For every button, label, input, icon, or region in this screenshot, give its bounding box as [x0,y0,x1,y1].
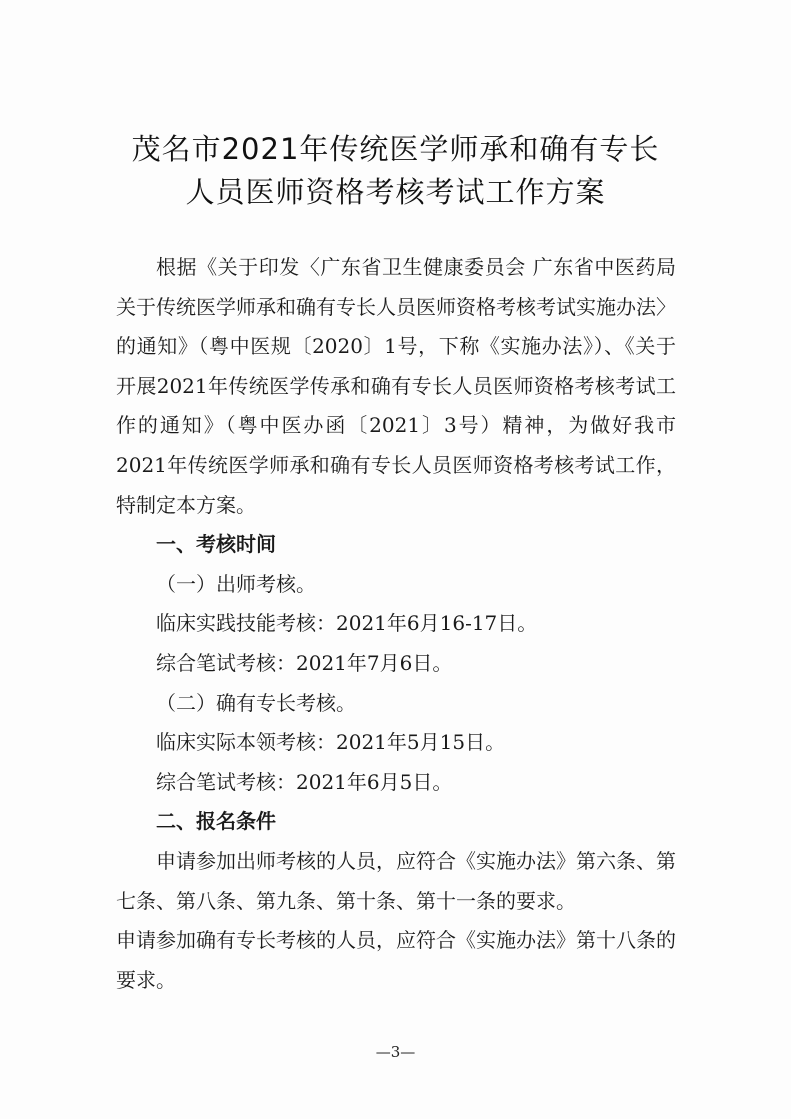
apprentice-clinical-date: 临床实践技能考核：2021年6月16-17日。 [156,611,538,636]
section-heading-exam-time: 一、考核时间 [156,532,276,557]
intro-paragraph: 根据《关于印发〈广东省卫生健康委员会 广东省中医药局关于传统医学师承和确有专长人员医师资格考核考试实施办法〉的通知》（粤中医规〔2020〕1号，下称《实施办法》）、《关于开展2021年传统医学传承和确有专长人员医师资格考核考试工作的通知》（粤中医办函〔2021〕3号）精神，为做好我市2021年传统医学师承和确有专长人员医师资格考核考试工作，特制定本方案。 [116,255,676,517]
subsection-apprentice-exam: （一）出师考核。 [156,571,316,596]
requirement-apprentice-paragraph: 申请参加出师考核的人员，应符合《实施办法》第六条、第七条、第八条、第九条、第十条、第十一条的要求。 [116,848,676,913]
expertise-written-date: 综合笔试考核：2021年6月5日。 [156,769,453,794]
requirement-expertise-paragraph: 申请参加确有专长考核的人员，应符合《实施办法》第十八条的要求。 [116,928,676,992]
section-heading-requirements: 二、报名条件 [156,809,276,834]
document-body [116,248,676,1000]
document-title-line-1: 茂名市2021年传统医学师承和确有专长 [131,132,660,166]
document-title-line-2: 人员医师资格考核考试工作方案 [185,175,606,209]
subsection-expertise-exam: （二）确有专长考核。 [156,690,356,715]
apprentice-written-date: 综合笔试考核：2021年7月6日。 [156,650,453,675]
expertise-clinical-date: 临床实际本领考核：2021年5月15日。 [156,730,506,755]
page-number: —3— [375,1043,416,1061]
